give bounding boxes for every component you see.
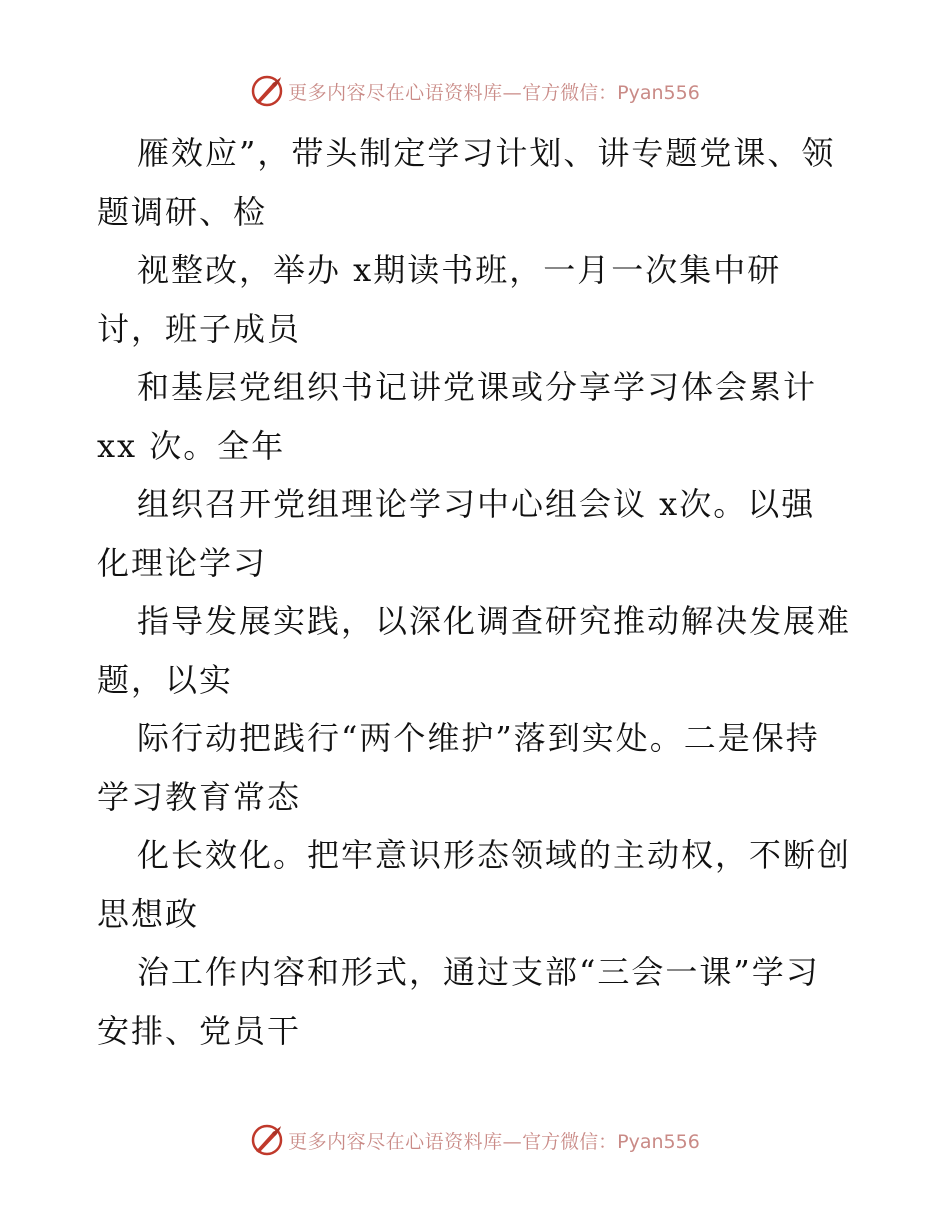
watermark-wechat: 官方微信：Pyan556 [522,1130,700,1153]
body-line: 化长效化。把牢意识形态领域的主动权，不断创 [137,836,852,874]
body-line: xx 次。全年 [97,426,286,465]
watermark-wechat: 官方微信：Pyan556 [522,81,700,104]
body-line: 思想政 [97,894,200,933]
body-line: 题调研、检 [97,192,268,231]
watermark-text: 更多内容尽在心语资料库— [288,1130,523,1153]
quill-pen-logo-icon [250,1123,284,1157]
body-line: 雁效应”，带头制定学习计划、讲专题党课、领 [137,134,836,172]
watermark-text: 更多内容尽在心语资料库— [288,81,523,104]
body-line: 安排、党员干 [97,1011,302,1050]
footer-watermark [0,1120,950,1160]
document-body [97,124,877,1060]
body-line: 讨，班子成员 [97,309,302,348]
body-line: 学习教育常态 [97,777,302,816]
body-line: 化理论学习 [97,543,268,582]
body-line: 组织召开党组理论学习中心组会议 x次。以强 [137,485,816,523]
body-line: 治工作内容和形式，通过支部“三会一课”学习 [137,953,820,991]
body-line: 指导发展实践，以深化调查研究推动解决发展难 [137,602,852,640]
quill-pen-logo-icon [250,74,284,108]
header-watermark [0,71,950,111]
body-line: 和基层党组织书记讲党课或分享学习体会累计 [137,368,818,406]
body-line: 际行动把践行“两个维护”落到实处。二是保持 [137,719,820,757]
body-line: 视整改，举办 x期读书班，一月一次集中研 [137,251,782,289]
body-line: 题，以实 [97,660,234,699]
